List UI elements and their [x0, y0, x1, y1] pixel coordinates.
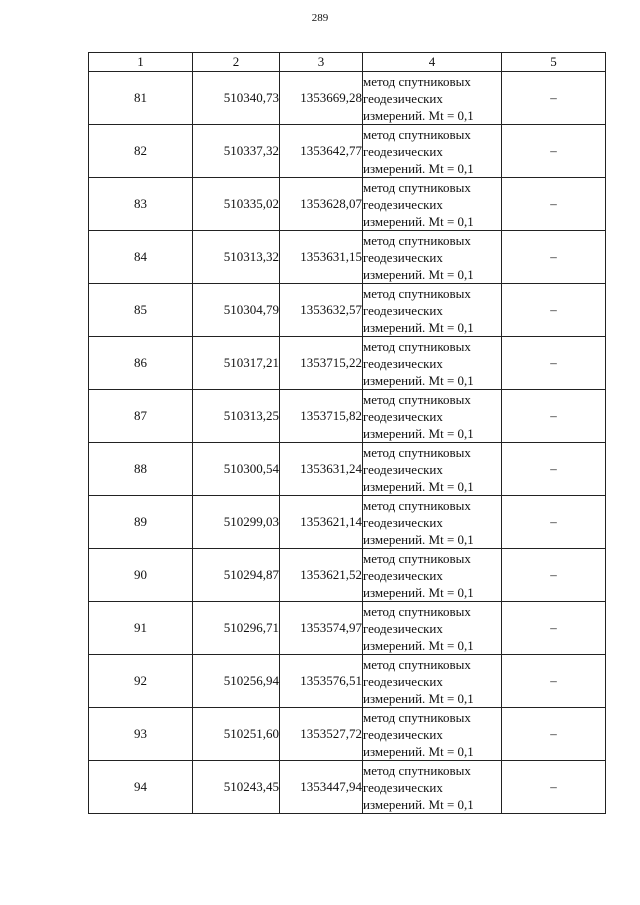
method-line: измерений. Mt = 0,1: [363, 584, 474, 600]
method-line: геодезических: [363, 779, 443, 795]
table-row: [89, 231, 606, 284]
note-cell: –: [502, 390, 606, 443]
note-cell: –: [502, 284, 606, 337]
method-line: измерений. Mt = 0,1: [363, 531, 474, 547]
method-cell: [363, 655, 502, 708]
point-number-cell: 83: [89, 178, 193, 231]
method-line: измерений. Mt = 0,1: [363, 425, 474, 441]
point-number-cell: 81: [89, 72, 193, 125]
method-line: геодезических: [363, 567, 443, 583]
method-line: геодезических: [363, 249, 443, 265]
method-line: метод спутниковых: [363, 709, 471, 725]
method-cell: [363, 178, 502, 231]
method-line: геодезических: [363, 514, 443, 530]
method-cell: [363, 443, 502, 496]
table-row: [89, 72, 606, 125]
table-row: [89, 390, 606, 443]
method-cell: [363, 231, 502, 284]
method-line: метод спутниковых: [363, 391, 471, 407]
method-line: метод спутниковых: [363, 126, 471, 142]
note-cell: –: [502, 443, 606, 496]
column-header-3: 3: [280, 53, 363, 72]
point-number-cell: 94: [89, 761, 193, 814]
point-number-cell: 86: [89, 337, 193, 390]
point-number-cell: 88: [89, 443, 193, 496]
method-line: измерений. Mt = 0,1: [363, 637, 474, 653]
note-cell: –: [502, 178, 606, 231]
method-line: измерений. Mt = 0,1: [363, 478, 474, 494]
table-row: [89, 761, 606, 814]
y-coordinate-cell: 1353669,28: [280, 72, 363, 125]
method-line: метод спутниковых: [363, 656, 471, 672]
y-coordinate-cell: 1353621,52: [280, 549, 363, 602]
column-header-5: 5: [502, 53, 606, 72]
x-coordinate-cell: 510313,25: [193, 390, 280, 443]
method-cell: [363, 761, 502, 814]
point-number-cell: 85: [89, 284, 193, 337]
x-coordinate-cell: 510300,54: [193, 443, 280, 496]
method-cell: [363, 549, 502, 602]
method-line: геодезических: [363, 620, 443, 636]
point-number-cell: 92: [89, 655, 193, 708]
point-number-cell: 91: [89, 602, 193, 655]
note-cell: –: [502, 602, 606, 655]
y-coordinate-cell: 1353621,14: [280, 496, 363, 549]
y-coordinate-cell: 1353642,77: [280, 125, 363, 178]
method-line: геодезических: [363, 302, 443, 318]
table-row: [89, 284, 606, 337]
method-line: метод спутниковых: [363, 550, 471, 566]
method-cell: [363, 496, 502, 549]
method-cell: [363, 284, 502, 337]
table-row: [89, 549, 606, 602]
method-line: геодезических: [363, 673, 443, 689]
header-row: [89, 53, 606, 72]
x-coordinate-cell: 510296,71: [193, 602, 280, 655]
y-coordinate-cell: 1353715,82: [280, 390, 363, 443]
table-row: [89, 337, 606, 390]
x-coordinate-cell: 510313,32: [193, 231, 280, 284]
table-row: [89, 125, 606, 178]
y-coordinate-cell: 1353527,72: [280, 708, 363, 761]
note-cell: –: [502, 337, 606, 390]
table-row: [89, 708, 606, 761]
method-line: измерений. Mt = 0,1: [363, 319, 474, 335]
note-cell: –: [502, 708, 606, 761]
x-coordinate-cell: 510243,45: [193, 761, 280, 814]
method-line: измерений. Mt = 0,1: [363, 743, 474, 759]
method-line: метод спутниковых: [363, 762, 471, 778]
method-line: геодезических: [363, 726, 443, 742]
method-line: метод спутниковых: [363, 179, 471, 195]
table-row: [89, 655, 606, 708]
x-coordinate-cell: 510256,94: [193, 655, 280, 708]
x-coordinate-cell: 510317,21: [193, 337, 280, 390]
note-cell: –: [502, 231, 606, 284]
x-coordinate-cell: 510337,32: [193, 125, 280, 178]
method-line: метод спутниковых: [363, 232, 471, 248]
y-coordinate-cell: 1353632,57: [280, 284, 363, 337]
column-header-4: 4: [363, 53, 502, 72]
page-number: 289: [311, 12, 329, 24]
method-line: измерений. Mt = 0,1: [363, 796, 474, 812]
method-line: метод спутниковых: [363, 603, 471, 619]
method-line: измерений. Mt = 0,1: [363, 107, 474, 123]
point-number-cell: 84: [89, 231, 193, 284]
method-cell: [363, 337, 502, 390]
method-line: метод спутниковых: [363, 338, 471, 354]
table-row: [89, 496, 606, 549]
note-cell: –: [502, 761, 606, 814]
table-row: [89, 178, 606, 231]
method-cell: [363, 390, 502, 443]
note-cell: –: [502, 496, 606, 549]
point-number-cell: 89: [89, 496, 193, 549]
note-cell: –: [502, 72, 606, 125]
y-coordinate-cell: 1353631,15: [280, 231, 363, 284]
point-number-cell: 82: [89, 125, 193, 178]
method-line: геодезических: [363, 355, 443, 371]
x-coordinate-cell: 510335,02: [193, 178, 280, 231]
note-cell: –: [502, 125, 606, 178]
y-coordinate-cell: 1353576,51: [280, 655, 363, 708]
method-line: метод спутниковых: [363, 285, 471, 301]
method-line: метод спутниковых: [363, 497, 471, 513]
x-coordinate-cell: 510294,87: [193, 549, 280, 602]
y-coordinate-cell: 1353631,24: [280, 443, 363, 496]
method-line: измерений. Mt = 0,1: [363, 690, 474, 706]
table-row: [89, 602, 606, 655]
method-line: геодезических: [363, 143, 443, 159]
point-number-cell: 90: [89, 549, 193, 602]
method-line: метод спутниковых: [363, 444, 471, 460]
x-coordinate-cell: 510251,60: [193, 708, 280, 761]
x-coordinate-cell: 510299,03: [193, 496, 280, 549]
method-cell: [363, 125, 502, 178]
method-line: геодезических: [363, 90, 443, 106]
note-cell: –: [502, 655, 606, 708]
method-cell: [363, 708, 502, 761]
method-line: измерений. Mt = 0,1: [363, 372, 474, 388]
method-line: измерений. Mt = 0,1: [363, 266, 474, 282]
table-row: [89, 443, 606, 496]
note-cell: –: [502, 549, 606, 602]
method-line: геодезических: [363, 461, 443, 477]
column-header-1: 1: [89, 53, 193, 72]
y-coordinate-cell: 1353715,22: [280, 337, 363, 390]
y-coordinate-cell: 1353447,94: [280, 761, 363, 814]
method-line: геодезических: [363, 196, 443, 212]
method-line: метод спутниковых: [363, 73, 471, 89]
method-line: измерений. Mt = 0,1: [363, 213, 474, 229]
point-number-cell: 93: [89, 708, 193, 761]
method-cell: [363, 72, 502, 125]
x-coordinate-cell: 510340,73: [193, 72, 280, 125]
y-coordinate-cell: 1353628,07: [280, 178, 363, 231]
method-cell: [363, 602, 502, 655]
x-coordinate-cell: 510304,79: [193, 284, 280, 337]
method-line: геодезических: [363, 408, 443, 424]
column-header-2: 2: [193, 53, 280, 72]
y-coordinate-cell: 1353574,97: [280, 602, 363, 655]
coordinates-table: [88, 52, 606, 814]
point-number-cell: 87: [89, 390, 193, 443]
method-line: измерений. Mt = 0,1: [363, 160, 474, 176]
